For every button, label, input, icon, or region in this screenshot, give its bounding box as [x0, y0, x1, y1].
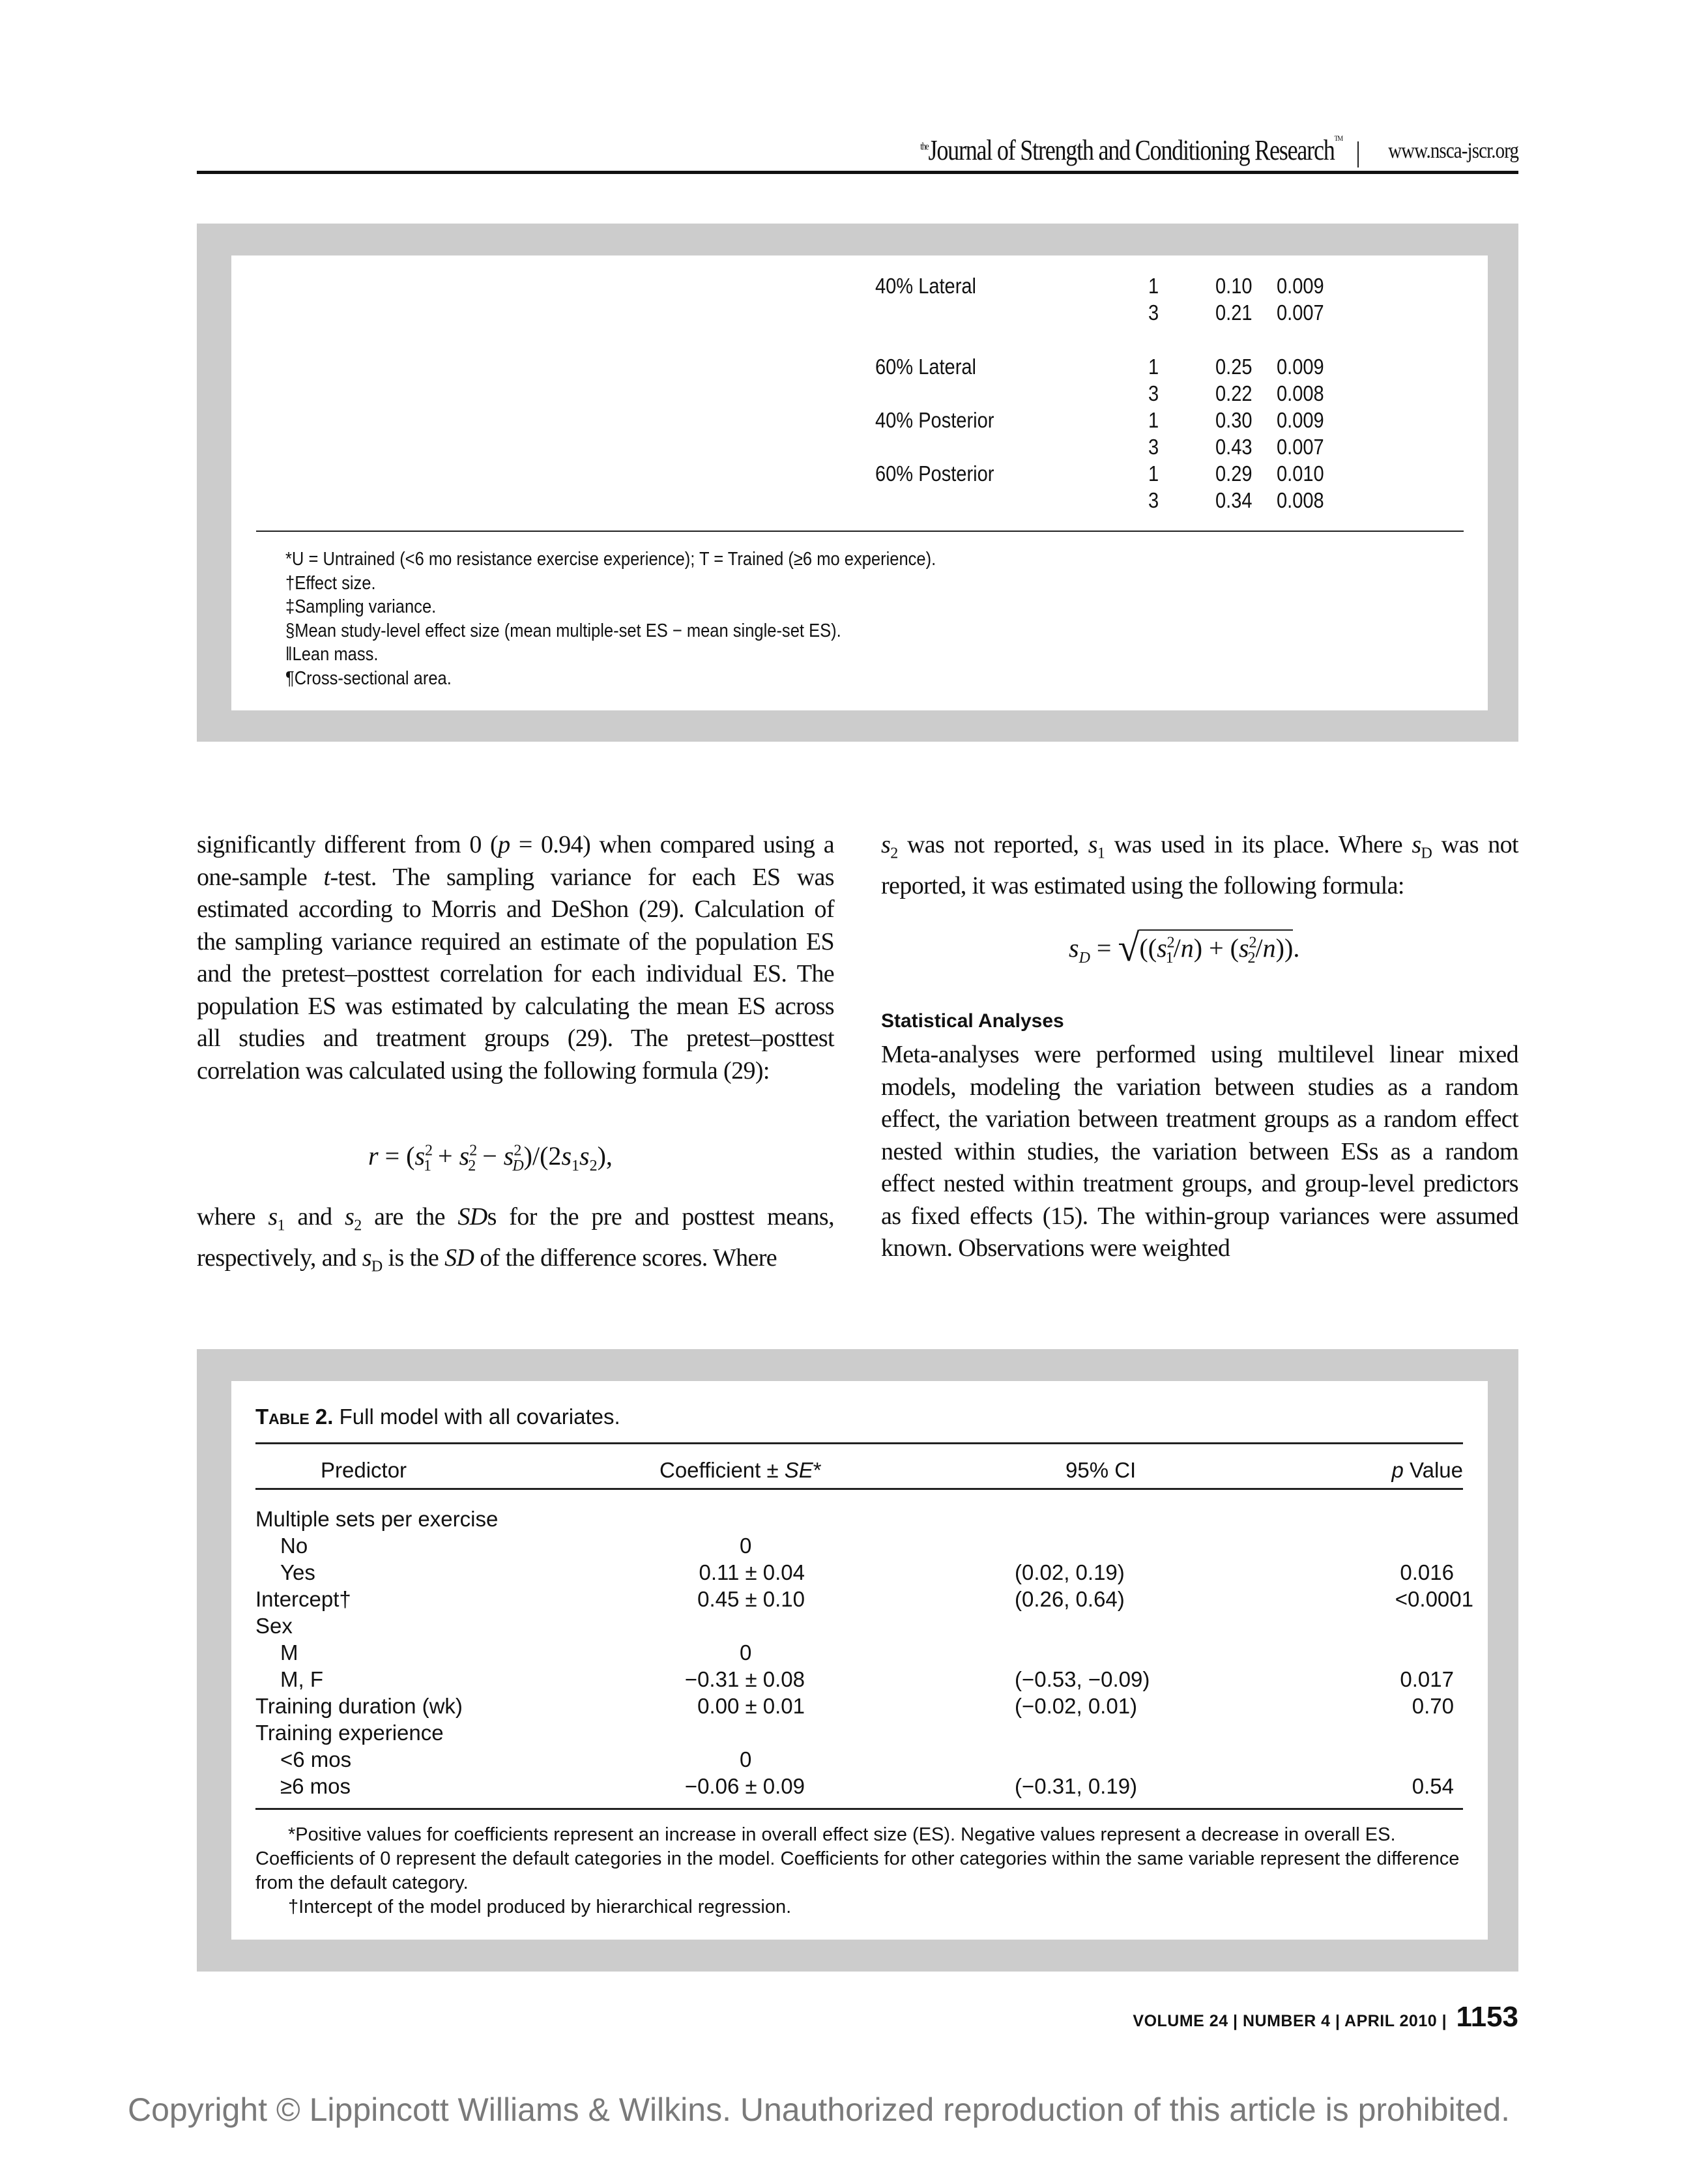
- left-column-cont: [197, 1201, 834, 1283]
- column-header-coefficient: Coefficient ± SE*: [659, 1458, 822, 1482]
- table1-footnote: ¶Cross-sectional area.: [285, 667, 452, 689]
- page-footer: [1133, 2001, 1518, 2033]
- table2-footnote-2: †Intercept of the model produced by hierarchical regression.: [288, 1897, 792, 1917]
- journal-prefix: the: [920, 141, 929, 153]
- table2-panel: [231, 1381, 1488, 1940]
- table2-label: Table 2.: [255, 1405, 334, 1429]
- variance-cell: 0.008: [1277, 488, 1324, 512]
- es-cell: 0.10: [1215, 274, 1253, 298]
- header-rule: [197, 171, 1518, 174]
- predictor-label: Sex: [255, 1614, 293, 1638]
- ci-cell: (−0.02, 0.01): [1015, 1694, 1138, 1718]
- ci-cell: (0.02, 0.19): [1015, 1560, 1125, 1584]
- variance-cell: 0.007: [1277, 300, 1324, 325]
- sets-cell: 1: [1148, 408, 1159, 432]
- es-cell: 0.29: [1215, 461, 1253, 486]
- coefficient-cell: 0.45 ± 0.10: [697, 1587, 805, 1611]
- sd-equation: $s_D = √((s^2_1/n) + (s^2_2/n))$.: [1069, 926, 1300, 969]
- predictor-label: Intercept†: [255, 1587, 351, 1611]
- table2-caption: [255, 1405, 620, 1429]
- es-cell: 0.43: [1215, 435, 1253, 459]
- p-value-cell: <0.0001: [1395, 1587, 1473, 1611]
- variance-cell: 0.009: [1277, 408, 1324, 432]
- es-cell: 0.30: [1215, 408, 1253, 432]
- coefficient-cell: 0: [740, 1747, 752, 1771]
- running-header: [197, 127, 1518, 173]
- column-header-ci: 95% CI: [1065, 1458, 1137, 1482]
- coefficient-cell: −0.31 ± 0.08: [684, 1667, 805, 1691]
- journal-url[interactable]: www.nsca-jscr.org: [1388, 139, 1518, 163]
- table1-footnote: ‡Sampling variance.: [285, 596, 437, 617]
- es-cell: 0.25: [1215, 355, 1253, 379]
- table2-header-rule: [255, 1488, 1463, 1490]
- table1-footnote: †Effect size.: [285, 572, 376, 594]
- p-value-cell: 0.017: [1400, 1667, 1454, 1691]
- right-paragraph-1: $s_2$ was not reported, $s_1$ was used in its place. Where $s_D$ was not reported, it was estimated using the following formula:: [881, 831, 1518, 900]
- row-label: 60% Lateral: [875, 355, 976, 379]
- table2-top-rule: [255, 1442, 1463, 1444]
- table2-title: Full model with all covariates.: [339, 1405, 620, 1429]
- coefficient-cell: 0.11 ± 0.04: [699, 1560, 805, 1584]
- predictor-subcategory: <6 mos: [280, 1747, 352, 1771]
- sets-cell: 3: [1148, 381, 1159, 405]
- ci-cell: (−0.53, −0.09): [1015, 1667, 1150, 1691]
- right-column-cont: [881, 1039, 1518, 1265]
- left-paragraph-2: where $s_1$ and $s_2$ are the SDs for the pre and posttest means, respectively, and $s_D$ is the SD of the difference scores. Where: [197, 1203, 834, 1275]
- ci-cell: (−0.31, 0.19): [1015, 1774, 1138, 1798]
- column-header-p-value: p Value: [1391, 1458, 1463, 1482]
- sets-cell: 1: [1148, 274, 1159, 298]
- variance-cell: 0.009: [1277, 355, 1324, 379]
- coefficient-cell: 0: [740, 1534, 752, 1558]
- sets-cell: 3: [1148, 435, 1159, 459]
- table2-footnote-1: *Positive values for coefficients represent an increase in overall effect size (ES). Negative values represent a decrease in overall ES. Coefficients of 0 represent the default categories in the model. Coefficients for other categories within the same variable represent the difference from the default category.: [255, 1824, 1460, 1893]
- left-paragraph-1: significantly different from 0 (p = 0.94) when compared using a one-sample t-test. The sampling variance for each ES was estimated according to Morris and DeShon (29). Calculation of the sampling variance required an estimate of the population ES and the pretest–posttest correlation for each individual ES. The population ES was estimated by calculating the mean ES across all studies and treatment groups (29). The pretest–posttest correlation was calculated using the following formula (29):: [197, 831, 834, 1085]
- table1-frame: [197, 224, 1518, 742]
- predictor-subcategory: No: [280, 1534, 308, 1558]
- table1-panel: [231, 255, 1488, 710]
- predictor-subcategory: M: [280, 1640, 298, 1665]
- predictor-label: Training experience: [255, 1721, 444, 1745]
- predictor-label: Multiple sets per exercise: [255, 1507, 499, 1531]
- journal-title: $^{the}$Journal of Strength and Conditioning Research™: [920, 134, 1342, 166]
- column-header-predictor: Predictor: [321, 1458, 407, 1482]
- variance-cell: 0.007: [1277, 435, 1324, 459]
- table1-footnote: ‖Lean mass.: [285, 644, 379, 665]
- header-separator: [1357, 141, 1359, 167]
- table1-bottom-rule: [256, 531, 1464, 532]
- right-column: [881, 829, 1518, 903]
- p-value-cell: 0.70: [1412, 1694, 1454, 1718]
- table1-footnote: *U = Untrained (<6 mo resistance exercise experience); T = Trained (≥6 mo experience).: [285, 549, 936, 570]
- predictor-subcategory: Yes: [280, 1560, 315, 1584]
- right-paragraph-2: Meta-analyses were performed using multilevel linear mixed models, modeling the variation between studies as a random effect, the variation between treatment groups as a random effect nested within studies, the variation between ESs as a random effect nested within treatment groups, and group-level predictors as fixed effects (15). The within-group variances were assumed known. Observations were weighted: [881, 1041, 1518, 1262]
- copyright-notice: Copyright © Lippincott Williams & Wilkins. Unauthorized reproduction of this article is prohibited.: [128, 2091, 1511, 2128]
- variance-cell: 0.009: [1277, 274, 1324, 298]
- coefficient-cell: 0: [740, 1640, 752, 1665]
- coefficient-cell: −0.06 ± 0.09: [684, 1774, 805, 1798]
- sets-cell: 3: [1148, 488, 1159, 512]
- correlation-equation: $r = (s^2_1 + s^2_2 - s^2_D)/(2s_1s_2)$,: [368, 1141, 613, 1174]
- page-number: 1153: [1456, 2001, 1518, 2033]
- coefficient-cell: 0.00 ± 0.01: [697, 1694, 805, 1718]
- variance-cell: 0.010: [1277, 461, 1324, 486]
- p-value-cell: 0.016: [1400, 1560, 1454, 1584]
- ci-cell: (0.26, 0.64): [1015, 1587, 1125, 1611]
- trademark-mark: TM: [1334, 134, 1342, 143]
- es-cell: 0.21: [1215, 300, 1253, 325]
- volume-info: VOLUME 24 | NUMBER 4 | APRIL 2010 |: [1133, 2012, 1447, 2030]
- sets-cell: 1: [1148, 355, 1159, 379]
- row-label: 40% Lateral: [875, 274, 976, 298]
- table1-footnote: §Mean study-level effect size (mean multiple-set ES − mean single-set ES).: [285, 620, 841, 641]
- left-column: [197, 829, 834, 1087]
- es-cell: 0.34: [1215, 488, 1253, 512]
- p-value-cell: 0.54: [1412, 1774, 1454, 1798]
- es-cell: 0.22: [1215, 381, 1253, 405]
- table2-bottom-rule: [255, 1808, 1463, 1810]
- row-label: 40% Posterior: [875, 408, 994, 432]
- sets-cell: 1: [1148, 461, 1159, 486]
- predictor-subcategory: ≥6 mos: [280, 1774, 351, 1798]
- table2-frame: [197, 1349, 1518, 1972]
- sets-cell: 3: [1148, 300, 1159, 325]
- section-heading-statistical-analyses: Statistical Analyses: [881, 1010, 1064, 1032]
- predictor-subcategory: M, F: [280, 1667, 323, 1691]
- row-label: 60% Posterior: [875, 461, 994, 486]
- variance-cell: 0.008: [1277, 381, 1324, 405]
- predictor-label: Training duration (wk): [255, 1694, 463, 1718]
